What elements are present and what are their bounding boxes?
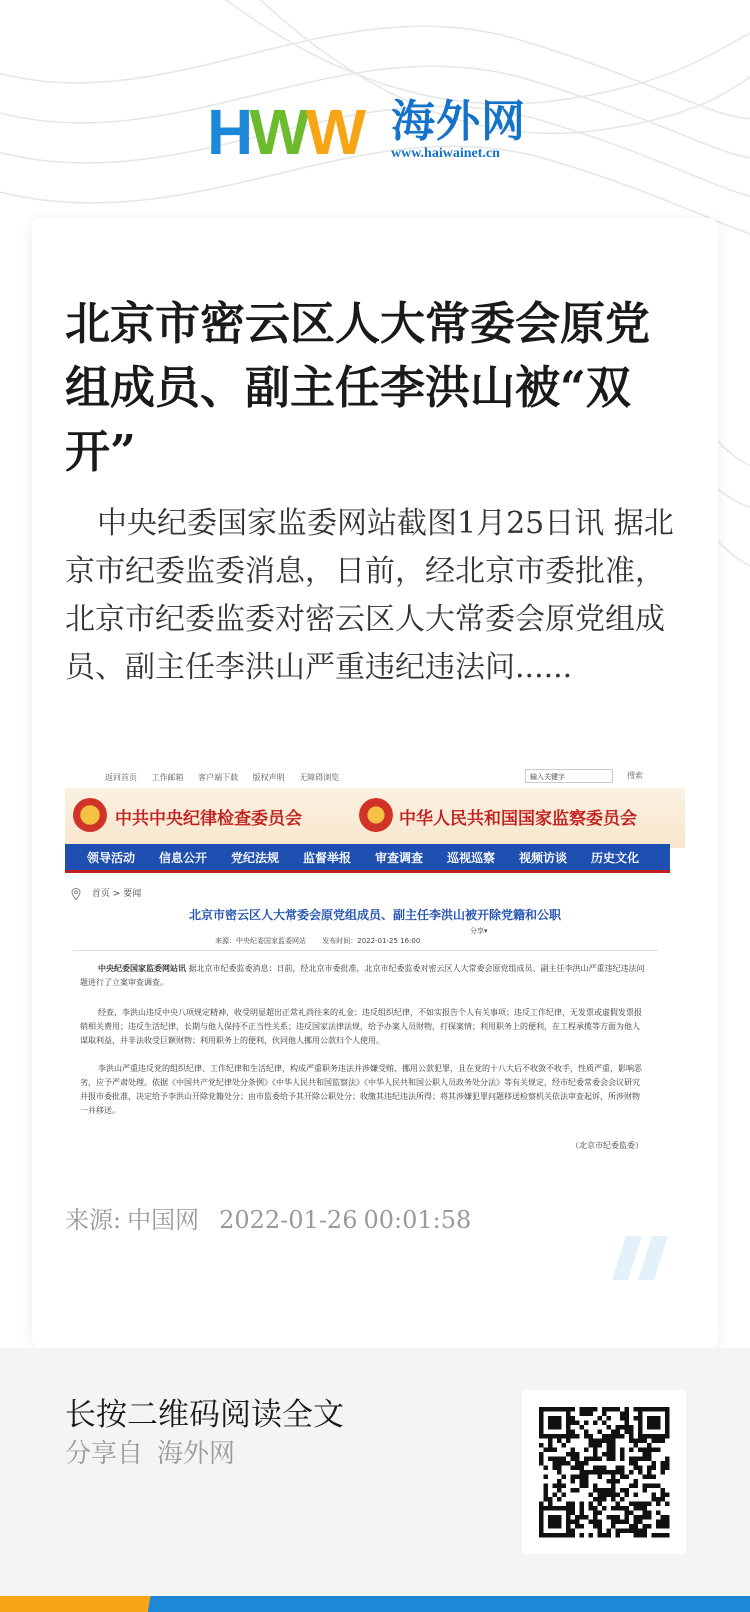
nav-item: 党纪法规 [231, 851, 280, 865]
logo-letters [207, 96, 363, 168]
footer-share [65, 1437, 249, 1471]
article-summary: 中央纪委国家监委网站截图1月25日讯 据北京市纪委监委消息，日前，经北京市委批准，北京市纪委监委对密云区人大常委会原党组成员、副主任李洪山严重违纪违法问...... [65, 506, 674, 685]
article-title: 北京市密云区人大常委会原党组成员、副主任李洪山被“双开” [65, 297, 651, 478]
meta-source: 来源：中央纪委国家监委网站 [215, 937, 306, 945]
screenshot-paragraph: 经查，李洪山违反中央八项规定精神，收受明显超出正常礼尚往来的礼金；违反组织纪律，不如实报告个人有关事项；违反工作纪律，无发票或虚假发票报销相关费用；违反生活纪律，长期与他人保持不正当性关系；违反国家法律法规，给予办案人员财物，打探案情；利用职务上的便利，在工程承揽等方面为他人谋取利益，并非法收受巨额财物；利用职务上的便利，伙同他人挪用公款归个人使用。 [80, 1008, 642, 1045]
nav-item: 视频访谈 [519, 851, 568, 865]
meta-time: 发布时间：2022-01-25 16:00 [322, 937, 421, 945]
source-name: 中国网 [127, 1206, 200, 1234]
logo-name-cn: 海外网 [391, 96, 526, 147]
nav-item: 信息公开 [159, 851, 208, 865]
top-link-copyright: 版权声明 [252, 773, 285, 782]
logo-letter-w2: W [305, 96, 363, 168]
top-link-mail: 工作邮箱 [151, 773, 184, 782]
paragraph-text: 据北京市纪委监委消息：日前，经北京市委批准，北京市纪委监委对密云区人大常委会原党组成员、副主任李洪山严重违纪违法问题进行了立案审查调查。 [80, 964, 645, 987]
bottom-accent-bar [0, 1596, 750, 1612]
top-link-app: 客户端下载 [198, 773, 239, 782]
top-link-accessibility: 无障碍浏览 [299, 773, 340, 782]
breadcrumb-current: 要闻 [123, 889, 142, 899]
footer-share-name: 海外网 [157, 1439, 236, 1469]
org-right-name: 中华人民共和国国家监察委员会 [399, 809, 637, 829]
screenshot-meta [215, 936, 434, 946]
source-label: 来源: [65, 1206, 122, 1234]
article-source [65, 1200, 477, 1235]
publish-time: 00:01:58 [363, 1206, 472, 1234]
breadcrumb-home: 首页 [91, 889, 110, 899]
national-emblem-icon [359, 798, 393, 832]
party-emblem-icon [73, 798, 107, 832]
nav-item: 审查调查 [375, 851, 424, 865]
screenshot-paragraph [80, 962, 647, 990]
brand-logo [207, 96, 537, 168]
screenshot-topbar [65, 760, 685, 788]
screenshot-search-box: 输入关键字 [525, 769, 613, 783]
screenshot-search-button: 搜索 [627, 771, 643, 780]
screenshot-headline: 北京市密云区人大常委会原党组成员、副主任李洪山被开除党籍和公职 [188, 908, 561, 922]
paragraph-lead: 中央纪委国家监委网站讯 [98, 964, 186, 973]
screenshot-signature: （北京市纪委监委） [571, 1141, 643, 1150]
screenshot-share: 分享▾ [470, 927, 488, 935]
publish-date: 2022-01-26 [219, 1206, 358, 1234]
org-left-name: 中共中央纪律检查委员会 [115, 809, 302, 829]
footer-share-label: 分享自 [65, 1439, 144, 1469]
logo-letter-h: H [207, 96, 250, 168]
breadcrumb-separator: > [112, 889, 121, 899]
screenshot-paragraph: 李洪山严重违反党的组织纪律、工作纪律和生活纪律，构成严重职务违法并涉嫌受贿、挪用公款犯罪，且在党的十八大后不收敛不收手，性质严重，影响恶劣，应予严肃处理。依据《中国共产党纪律处分条例》《中华人民共和国监察法》《中华人民共和国公职人员政务处分法》等有关规定，经市纪委常委会会议研究并报市委批准，决定给予李洪山开除党籍处分；由市监委给予其开除公职处分；收缴其违纪违法所得；将其涉嫌犯罪问题移送检察机关依法审查起诉，所涉财物一并移送。 [80, 1064, 642, 1115]
qr-code-icon[interactable] [522, 1390, 686, 1554]
logo-letter-w1: W [249, 96, 306, 168]
location-pin-icon [71, 888, 81, 900]
screenshot-top-links [105, 772, 351, 783]
nav-item: 巡视巡察 [447, 851, 496, 865]
top-link-home: 返回首页 [105, 773, 137, 782]
nav-item: 监督举报 [303, 851, 352, 865]
screenshot-nav [65, 844, 670, 873]
divider [73, 950, 658, 951]
nav-item: 历史文化 [591, 851, 640, 865]
decorative-slash-icon [612, 1236, 672, 1280]
screenshot-breadcrumb [71, 886, 141, 900]
nav-item: 领导活动 [87, 851, 136, 865]
footer-cta: 长按二维码阅读全文 [65, 1397, 344, 1433]
embedded-screenshot [65, 760, 685, 1190]
logo-url: www.haiwainet.cn [391, 146, 500, 161]
screenshot-banner [65, 788, 685, 848]
